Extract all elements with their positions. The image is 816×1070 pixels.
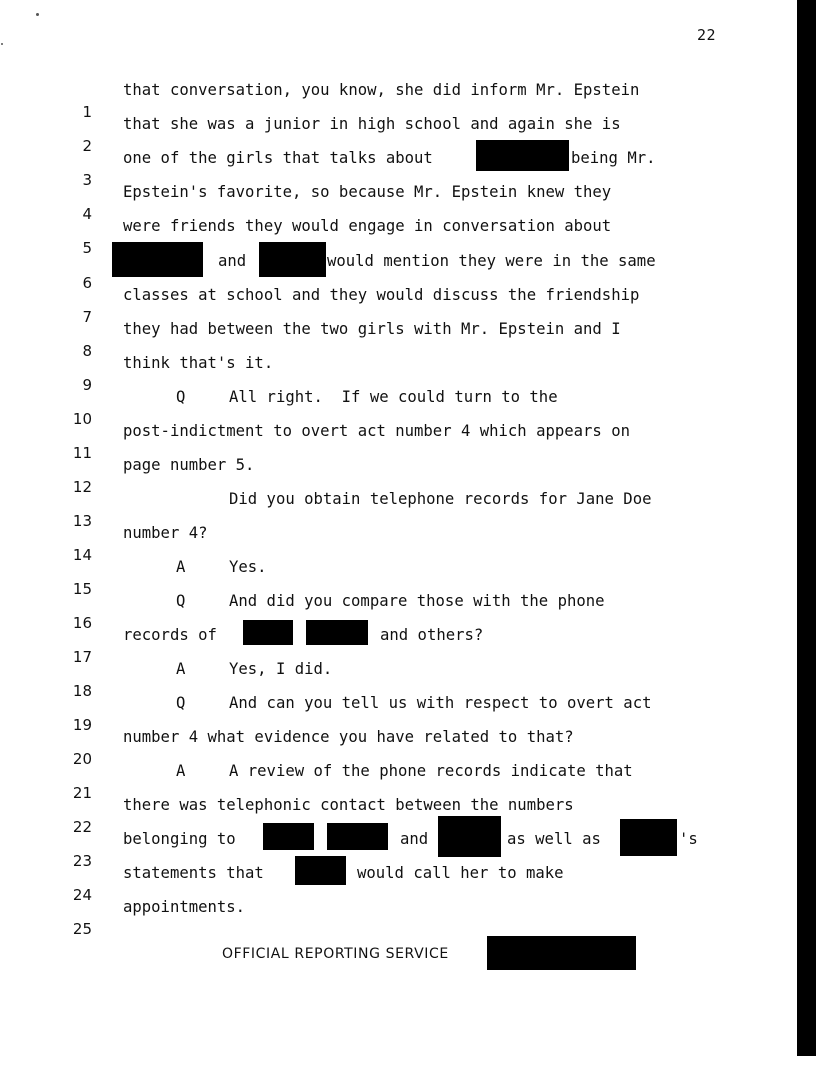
transcript-line-13 (0, 488, 797, 530)
redaction-block (438, 816, 501, 857)
transcript-line-5 (0, 215, 797, 257)
transcript-line-23 (0, 828, 797, 870)
redaction-block (263, 823, 314, 850)
line-text: as well as (507, 830, 601, 848)
transcript-line-25 (0, 896, 797, 938)
line-text: and others? (380, 626, 484, 644)
line-text: A review of the phone records indicate that (229, 762, 633, 780)
reporting-service-footer: OFFICIAL REPORTING SERVICE (222, 946, 449, 962)
transcript-line-10 (0, 386, 797, 428)
redaction-block (327, 823, 388, 850)
line-text: Yes, I did. (229, 660, 333, 678)
line-text: number 4 what evidence you have related to that? (123, 728, 574, 746)
line-text: there was telephonic contact between the numbers (123, 796, 574, 814)
line-text: think that's it. (123, 354, 274, 372)
line-number: 9 (82, 376, 92, 394)
speaker-label: A (176, 762, 186, 780)
line-text: Yes. (229, 558, 267, 576)
redaction-block (112, 242, 203, 277)
line-number: 24 (72, 886, 92, 904)
transcript-line-6 (0, 250, 797, 292)
redaction-block (259, 242, 326, 277)
transcript-line-12 (0, 454, 797, 496)
redaction-block (306, 620, 368, 645)
line-text: All right. If we could turn to the (229, 388, 558, 406)
redaction-block (295, 856, 346, 885)
transcript-line-3 (0, 147, 797, 189)
transcript-line-1 (0, 79, 797, 121)
transcript-line-21 (0, 760, 797, 802)
transcript-line-20 (0, 726, 797, 768)
transcript-line-17 (0, 624, 797, 666)
line-number: 10 (72, 410, 92, 428)
line-number: 14 (72, 546, 92, 564)
transcript-line-11 (0, 420, 797, 462)
line-number: 6 (82, 274, 92, 292)
line-number: 12 (72, 478, 92, 496)
line-number: 18 (72, 682, 92, 700)
transcript-line-7 (0, 284, 797, 326)
redaction-block (487, 936, 636, 970)
line-number: 2 (82, 137, 92, 155)
line-number: 16 (72, 614, 92, 632)
line-number: 8 (82, 342, 92, 360)
transcript-line-24 (0, 862, 797, 904)
line-text: would call her to make (357, 864, 564, 882)
transcript-line-2 (0, 113, 797, 155)
line-text: statements that (123, 864, 264, 882)
transcript-line-19 (0, 692, 797, 734)
line-text: being Mr. (571, 149, 656, 167)
transcript-line-9 (0, 352, 797, 394)
line-text: and (218, 252, 247, 270)
line-number: 1 (82, 103, 92, 121)
line-text: And can you tell us with respect to overt act (229, 694, 652, 712)
line-text: records of (123, 626, 217, 644)
transcript-line-18 (0, 658, 797, 700)
redaction-block (243, 620, 293, 645)
line-text: 's (679, 830, 698, 848)
line-text: they had between the two girls with Mr. Epstein and I (123, 320, 621, 338)
transcript-line-14 (0, 522, 797, 564)
transcript-line-15 (0, 556, 797, 598)
line-text: that she was a junior in high school and again she is (123, 115, 621, 133)
line-number: 4 (82, 205, 92, 223)
line-text: appointments. (123, 898, 246, 916)
transcript-line-8 (0, 318, 797, 360)
scan-speck (1, 43, 3, 45)
page-number: 22 (697, 26, 717, 44)
speaker-label: A (176, 558, 186, 576)
line-number: 25 (72, 920, 92, 938)
line-number: 19 (72, 716, 92, 734)
line-text: were friends they would engage in conversation about (123, 217, 612, 235)
speaker-label: A (176, 660, 186, 678)
line-text: Did you obtain telephone records for Jane Doe (229, 490, 652, 508)
line-number: 23 (72, 852, 92, 870)
speaker-label: Q (176, 388, 186, 406)
line-number: 3 (82, 171, 92, 189)
line-number: 13 (72, 512, 92, 530)
transcript-line-22 (0, 794, 797, 836)
line-text: would mention they were in the same (327, 252, 656, 270)
line-text: classes at school and they would discuss the friendship (123, 286, 640, 304)
line-number: 21 (72, 784, 92, 802)
line-text: Epstein's favorite, so because Mr. Epstein knew they (123, 183, 612, 201)
line-number: 5 (82, 239, 92, 257)
line-number: 15 (72, 580, 92, 598)
line-number: 17 (72, 648, 92, 666)
redaction-block (476, 140, 569, 171)
line-text: And did you compare those with the phone (229, 592, 605, 610)
line-text: page number 5. (123, 456, 255, 474)
line-text: belonging to (123, 830, 236, 848)
transcript-line-16 (0, 590, 797, 632)
line-text: one of the girls that talks about (123, 149, 433, 167)
line-number: 11 (72, 444, 92, 462)
line-text: number 4? (123, 524, 208, 542)
scan-speck (36, 13, 39, 16)
line-text: post-indictment to overt act number 4 which appears on (123, 422, 630, 440)
line-text: that conversation, you know, she did inform Mr. Epstein (123, 81, 640, 99)
line-text: and (400, 830, 429, 848)
line-number: 22 (72, 818, 92, 836)
line-number: 20 (72, 750, 92, 768)
redaction-block (620, 819, 677, 856)
scan-edge-shadow (797, 0, 816, 1056)
speaker-label: Q (176, 592, 186, 610)
speaker-label: Q (176, 694, 186, 712)
line-number: 7 (82, 308, 92, 326)
transcript-line-4 (0, 181, 797, 223)
